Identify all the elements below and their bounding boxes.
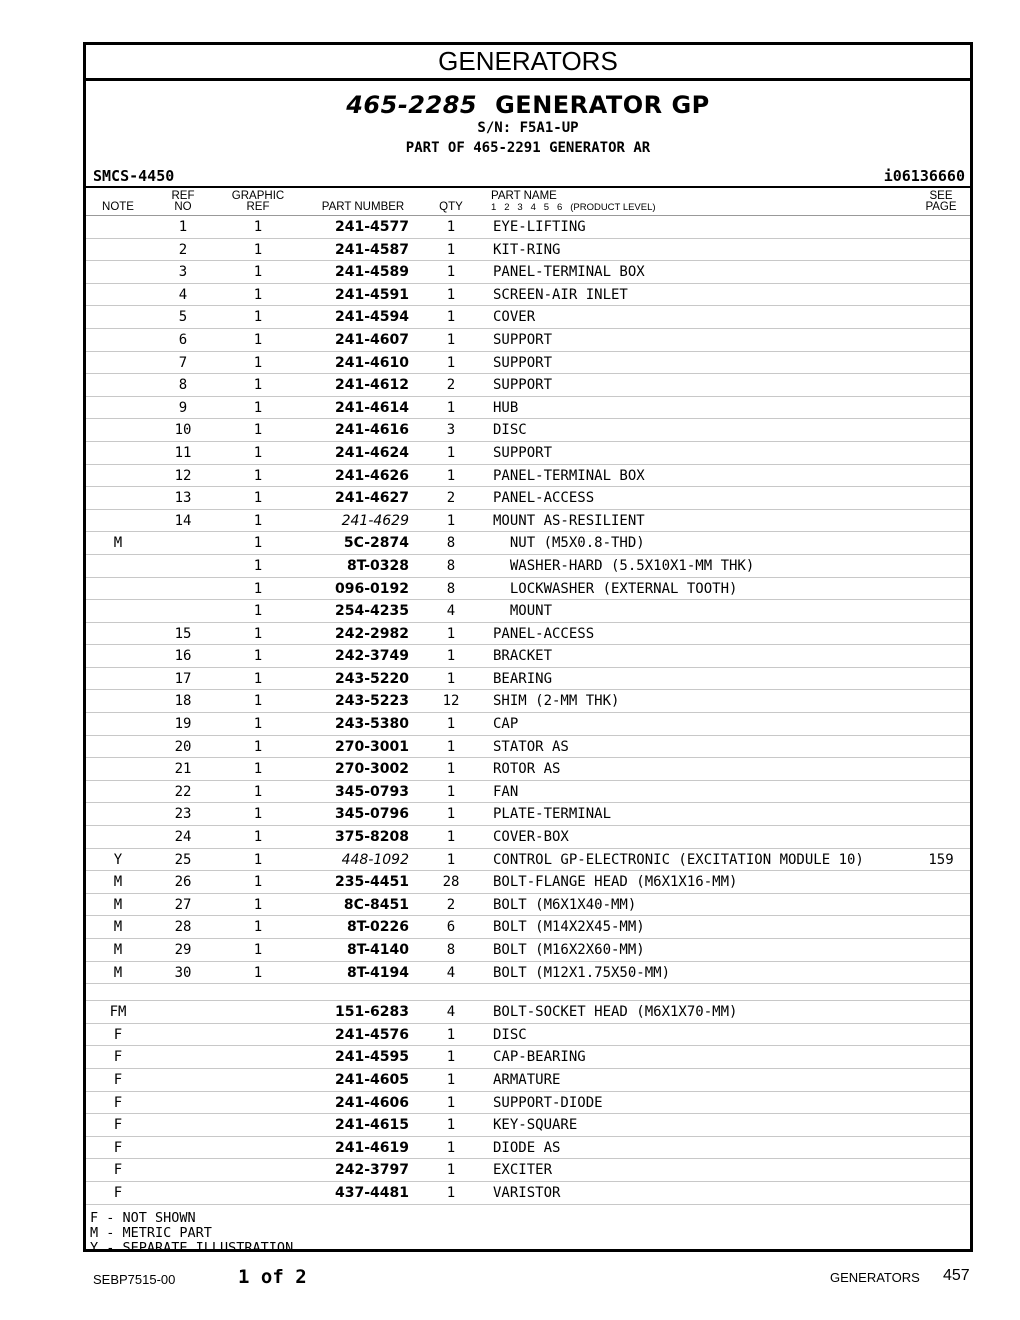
- graphic-ref-cell: 1: [253, 806, 263, 823]
- part-name-cell: MOUNT: [493, 603, 553, 620]
- ref-no-cell: 25: [174, 851, 192, 868]
- qty-cell: 1: [446, 219, 456, 235]
- part-number-cell[interactable]: 243-5223: [335, 693, 409, 710]
- table-row: [86, 261, 970, 284]
- header-product-level: 1 2 3 4 5 6 (PRODUCT LEVEL): [491, 202, 656, 213]
- header-see-bottom: PAGE: [925, 201, 957, 213]
- part-number-cell[interactable]: 241-4595: [335, 1049, 409, 1066]
- part-name-cell: NUT (M5X0.8-THD): [493, 535, 645, 552]
- table-row: [86, 894, 970, 917]
- header-ref-top: REF: [171, 190, 195, 202]
- table-row: [86, 1137, 970, 1160]
- graphic-ref-cell: 1: [253, 557, 263, 574]
- part-number-cell[interactable]: 270-3001: [335, 738, 409, 755]
- header-qty: QTY: [439, 201, 463, 213]
- ref-no-cell: 20: [174, 738, 192, 755]
- ref-no-cell: 1: [178, 219, 188, 235]
- part-number-cell[interactable]: 5C-2874: [343, 535, 409, 552]
- ref-no-cell: 16: [174, 648, 192, 665]
- part-number-cell[interactable]: 241-4591: [335, 286, 409, 303]
- legend: [86, 1205, 970, 1256]
- note-cell: M: [113, 896, 123, 913]
- part-number-cell[interactable]: 241-4629: [341, 512, 409, 529]
- note-cell: F: [113, 1071, 123, 1088]
- part-number-cell[interactable]: 241-4624: [335, 444, 409, 461]
- part-number-cell[interactable]: 241-4610: [335, 354, 409, 371]
- qty-cell: 6: [446, 919, 456, 936]
- ref-no-cell: 27: [174, 896, 192, 913]
- qty-cell: 1: [446, 1049, 456, 1066]
- table-row: [86, 1114, 970, 1137]
- qty-cell: 4: [446, 964, 456, 981]
- ref-no-cell: 7: [178, 354, 188, 371]
- part-name-cell: WASHER-HARD (5.5X10X1-MM THK): [493, 557, 755, 574]
- part-number-cell[interactable]: 241-4612: [335, 377, 409, 394]
- part-name-cell: MOUNT AS-RESILIENT: [493, 512, 645, 529]
- note-cell: M: [113, 874, 123, 891]
- ref-no-cell: 15: [174, 625, 192, 642]
- graphic-ref-cell: 1: [253, 399, 263, 416]
- part-number-cell[interactable]: 437-4481: [335, 1184, 409, 1201]
- part-name-cell: KIT-RING: [493, 241, 561, 258]
- graphic-ref-cell: 1: [253, 377, 263, 394]
- graphic-ref-cell: 1: [253, 783, 263, 800]
- graphic-ref-cell: 1: [253, 264, 263, 281]
- part-number-cell[interactable]: 242-3749: [335, 648, 409, 665]
- qty-cell: 1: [446, 783, 456, 800]
- smcs-code: SMCS-4450: [93, 167, 175, 185]
- qty-cell: 1: [446, 467, 456, 484]
- document-id: SEBP7515-00: [93, 1272, 176, 1287]
- qty-cell: 3: [446, 422, 456, 439]
- part-number-cell[interactable]: 345-0793: [335, 783, 409, 800]
- part-number-cell[interactable]: 241-4605: [335, 1071, 409, 1088]
- qty-cell: 1: [446, 1162, 456, 1179]
- table-row: [86, 939, 970, 962]
- part-name-cell: PLATE-TERMINAL: [493, 806, 612, 823]
- qty-cell: 1: [446, 851, 456, 868]
- table-row: [86, 329, 970, 352]
- part-name-cell: LOCKWASHER (EXTERNAL TOOTH): [493, 580, 738, 597]
- table-row: [86, 487, 970, 510]
- ref-no-cell: 10: [174, 422, 192, 439]
- graphic-ref-cell: 1: [253, 942, 263, 958]
- parts-list-frame: [83, 42, 973, 1256]
- qty-cell: 28: [442, 874, 460, 891]
- note-cell: Y: [113, 851, 123, 868]
- group-number: 465-2285: [346, 91, 478, 119]
- note-cell: M: [113, 964, 123, 981]
- part-name-cell: PANEL-ACCESS: [493, 490, 595, 507]
- graphic-ref-cell: 1: [253, 422, 263, 439]
- graphic-ref-cell: 1: [253, 761, 263, 778]
- part-name-cell: DISC: [493, 422, 527, 439]
- graphic-ref-cell: 1: [253, 670, 263, 687]
- ref-no-cell: 17: [174, 670, 192, 687]
- part-number-cell[interactable]: 243-5220: [335, 670, 409, 687]
- table-row: [86, 803, 970, 826]
- part-name-cell: SUPPORT: [493, 444, 553, 461]
- group-title: [86, 92, 970, 118]
- qty-cell: 1: [446, 1139, 456, 1156]
- qty-cell: 8: [446, 580, 456, 597]
- table-row: [86, 871, 970, 894]
- table-row: [86, 1159, 970, 1182]
- part-name-cell: BOLT (M6X1X40-MM): [493, 896, 637, 913]
- part-number-cell[interactable]: 096-0192: [335, 580, 409, 597]
- part-name-cell: CONTROL GP-ELECTRONIC (EXCITATION MODULE 10): [493, 851, 864, 868]
- group-name: GENERATOR GP: [495, 91, 710, 119]
- part-name-cell: BOLT-FLANGE HEAD (M6X1X16-MM): [493, 874, 738, 891]
- table-row: [86, 916, 970, 939]
- part-number-cell[interactable]: 242-2982: [335, 625, 409, 642]
- qty-cell: 1: [446, 1026, 456, 1043]
- part-number-cell[interactable]: 8T-4194: [346, 964, 409, 981]
- part-number-cell[interactable]: 241-4615: [335, 1117, 409, 1134]
- table-row: [86, 713, 970, 736]
- part-number-cell[interactable]: 241-4627: [335, 490, 409, 507]
- qty-cell: 4: [446, 603, 456, 620]
- table-row: [86, 419, 970, 442]
- header-part-number: PART NUMBER: [321, 201, 405, 213]
- part-name-cell: ARMATURE: [493, 1071, 561, 1088]
- part-number-cell[interactable]: 8T-0226: [346, 919, 409, 936]
- qty-cell: 1: [446, 716, 456, 733]
- graphic-ref-cell: 1: [253, 919, 263, 936]
- ref-no-cell: 4: [178, 286, 188, 303]
- qty-cell: 1: [446, 1094, 456, 1111]
- table-row: [86, 1024, 970, 1047]
- part-name-cell: COVER-BOX: [493, 829, 569, 846]
- see-page-cell: 159: [928, 851, 954, 868]
- table-row: [86, 623, 970, 646]
- qty-cell: 8: [446, 557, 456, 574]
- part-name-cell: KEY-SQUARE: [493, 1117, 578, 1134]
- part-name-cell: SCREEN-AIR INLET: [493, 286, 628, 303]
- graphic-ref-cell: 1: [253, 286, 263, 303]
- ref-no-cell: 6: [178, 331, 188, 348]
- note-cell: F: [113, 1026, 123, 1043]
- part-number-cell[interactable]: 241-4614: [335, 399, 409, 416]
- part-name-cell: STATOR AS: [493, 738, 569, 755]
- smcs-row: [86, 164, 970, 188]
- table-row: [86, 578, 970, 601]
- graphic-ref-cell: 1: [253, 354, 263, 371]
- qty-cell: 1: [446, 1071, 456, 1088]
- table-header: [86, 188, 970, 216]
- part-number-cell[interactable]: 241-4594: [335, 309, 409, 326]
- table-row: [86, 532, 970, 555]
- graphic-ref-cell: 1: [253, 512, 263, 529]
- qty-cell: 4: [446, 1004, 456, 1021]
- graphic-ref-cell: 1: [253, 851, 263, 868]
- table-row: [86, 465, 970, 488]
- part-name-cell: FAN: [493, 783, 519, 800]
- part-number-cell[interactable]: 243-5380: [335, 716, 409, 733]
- graphic-ref-cell: 1: [253, 964, 263, 981]
- footer-section: GENERATORS: [830, 1270, 920, 1285]
- part-number-cell[interactable]: 345-0796: [335, 806, 409, 823]
- part-name-cell: VARISTOR: [493, 1184, 561, 1201]
- table-row: [86, 374, 970, 397]
- header-ref-bottom: NO: [174, 201, 192, 213]
- part-number-cell[interactable]: 242-3797: [335, 1162, 409, 1179]
- header-part-name: PART NAME: [491, 190, 557, 202]
- note-cell: F: [113, 1094, 123, 1111]
- ref-no-cell: 23: [174, 806, 192, 823]
- part-name-cell: SUPPORT: [493, 354, 553, 371]
- part-name-cell: SUPPORT: [493, 331, 553, 348]
- table-row: [86, 442, 970, 465]
- part-name-cell: EYE-LIFTING: [493, 219, 586, 235]
- table-row: [86, 690, 970, 713]
- part-of-line: PART OF 465-2291 GENERATOR AR: [405, 140, 651, 156]
- table-row: [86, 849, 970, 872]
- graphic-ref-cell: 1: [253, 874, 263, 891]
- note-cell: M: [113, 942, 123, 958]
- part-number-cell[interactable]: 8T-4140: [346, 942, 409, 958]
- table-row: [86, 352, 970, 375]
- ref-no-cell: 28: [174, 919, 192, 936]
- graphic-ref-cell: 1: [253, 716, 263, 733]
- qty-cell: 8: [446, 535, 456, 552]
- part-name-cell: CAP: [493, 716, 519, 733]
- qty-cell: 1: [446, 625, 456, 642]
- note-cell: F: [113, 1117, 123, 1134]
- qty-cell: 1: [446, 444, 456, 461]
- note-cell: F: [113, 1162, 123, 1179]
- ref-no-cell: 30: [174, 964, 192, 981]
- part-number-cell[interactable]: 241-4606: [335, 1094, 409, 1111]
- table-row: [86, 736, 970, 759]
- part-name-cell: PANEL-TERMINAL BOX: [493, 264, 645, 281]
- part-number-cell[interactable]: 241-4577: [335, 219, 409, 235]
- part-name-cell: DISC: [493, 1026, 527, 1043]
- part-name-cell: PANEL-TERMINAL BOX: [493, 467, 645, 484]
- qty-cell: 2: [446, 377, 456, 394]
- header-see-top: SEE: [929, 190, 953, 202]
- part-number-cell[interactable]: 375-8208: [335, 829, 409, 846]
- table-spacer-row: [86, 984, 970, 1001]
- graphic-ref-cell: 1: [253, 896, 263, 913]
- page-footer: [0, 1264, 1020, 1294]
- part-number-cell[interactable]: 151-6283: [335, 1004, 409, 1021]
- ref-no-cell: 24: [174, 829, 192, 846]
- ref-no-cell: 3: [178, 264, 188, 281]
- legend-item: F - NOT SHOWN: [90, 1209, 196, 1226]
- table-row: [86, 1092, 970, 1115]
- part-name-cell: BEARING: [493, 670, 553, 687]
- graphic-ref-cell: 1: [253, 490, 263, 507]
- part-number-cell[interactable]: 241-4576: [335, 1026, 409, 1043]
- part-name-cell: SUPPORT-DIODE: [493, 1094, 603, 1111]
- part-name-cell: CAP-BEARING: [493, 1049, 586, 1066]
- legend-item: M - METRIC PART: [90, 1224, 212, 1241]
- part-name-cell: SHIM (2-MM THK): [493, 693, 620, 710]
- table-row: [86, 826, 970, 849]
- ref-no-cell: 12: [174, 467, 192, 484]
- qty-cell: 1: [446, 309, 456, 326]
- ref-no-cell: 5: [178, 309, 188, 326]
- ref-no-cell: 22: [174, 783, 192, 800]
- graphic-ref-cell: 1: [253, 603, 263, 620]
- part-name-cell: BOLT (M16X2X60-MM): [493, 942, 645, 958]
- qty-cell: 1: [446, 331, 456, 348]
- table-row: [86, 758, 970, 781]
- part-number-cell[interactable]: 8C-8451: [343, 896, 409, 913]
- qty-cell: 1: [446, 264, 456, 281]
- table-row: [86, 239, 970, 262]
- part-name-cell: BOLT-SOCKET HEAD (M6X1X70-MM): [493, 1004, 738, 1021]
- graphic-ref-cell: 1: [253, 738, 263, 755]
- table-row: [86, 510, 970, 533]
- table-row: [86, 1001, 970, 1024]
- graphic-ref-cell: 1: [253, 467, 263, 484]
- part-name-cell: COVER: [493, 309, 536, 326]
- table-row: [86, 555, 970, 578]
- qty-cell: 1: [446, 354, 456, 371]
- graphic-ref-cell: 1: [253, 535, 263, 552]
- part-name-cell: HUB: [493, 399, 519, 416]
- graphic-ref-cell: 1: [253, 625, 263, 642]
- graphic-ref-cell: 1: [253, 580, 263, 597]
- part-name-cell: BOLT (M14X2X45-MM): [493, 919, 645, 936]
- part-number-cell[interactable]: 448-1092: [341, 851, 409, 868]
- note-cell: M: [113, 535, 123, 552]
- note-cell: M: [113, 919, 123, 936]
- table-row: [86, 962, 970, 985]
- header-graphic-bottom: REF: [246, 201, 270, 213]
- part-name-cell: EXCITER: [493, 1162, 553, 1179]
- part-number-cell[interactable]: 241-4619: [335, 1139, 409, 1156]
- part-number-cell[interactable]: 241-4626: [335, 467, 409, 484]
- graphic-ref-cell: 1: [253, 693, 263, 710]
- qty-cell: 1: [446, 670, 456, 687]
- ref-no-cell: 14: [174, 512, 192, 529]
- graphic-ref-cell: 1: [253, 241, 263, 258]
- note-cell: F: [113, 1139, 123, 1156]
- part-name-cell: ROTOR AS: [493, 761, 561, 778]
- qty-cell: 1: [446, 512, 456, 529]
- graphic-ref-cell: 1: [253, 648, 263, 665]
- table-row: [86, 668, 970, 691]
- table-row: [86, 600, 970, 623]
- note-cell: F: [113, 1184, 123, 1201]
- ref-no-cell: 21: [174, 761, 192, 778]
- ref-no-cell: 9: [178, 399, 188, 416]
- qty-cell: 1: [446, 241, 456, 258]
- legend-item: Y - SEPARATE ILLUSTRATION: [90, 1239, 294, 1256]
- table-row: [86, 781, 970, 804]
- note-cell: FM: [109, 1004, 127, 1021]
- part-name-cell: BRACKET: [493, 648, 553, 665]
- part-name-cell: DIODE AS: [493, 1139, 561, 1156]
- qty-cell: 1: [446, 399, 456, 416]
- page-of: 1 of 2: [238, 1266, 307, 1288]
- part-number-cell[interactable]: 270-3002: [335, 761, 409, 778]
- graphic-ref-cell: 1: [253, 219, 263, 235]
- ref-no-cell: 19: [174, 716, 192, 733]
- qty-cell: 1: [446, 738, 456, 755]
- illustration-id: i06136660: [883, 167, 965, 185]
- qty-cell: 1: [446, 286, 456, 303]
- qty-cell: 1: [446, 829, 456, 846]
- ref-no-cell: 26: [174, 874, 192, 891]
- table-row: [86, 1182, 970, 1205]
- part-name-cell: PANEL-ACCESS: [493, 625, 595, 642]
- qty-cell: 1: [446, 1117, 456, 1134]
- qty-cell: 1: [446, 761, 456, 778]
- ref-no-cell: 18: [174, 693, 192, 710]
- graphic-ref-cell: 1: [253, 444, 263, 461]
- table-row: [86, 1046, 970, 1069]
- part-number-cell[interactable]: 241-4587: [335, 241, 409, 258]
- qty-cell: 12: [442, 693, 460, 710]
- section-title: GENERATORS: [86, 45, 970, 81]
- table-row: [86, 1069, 970, 1092]
- parts-table-body: [86, 216, 970, 1205]
- part-number-cell[interactable]: 8T-0328: [346, 557, 409, 574]
- table-row: [86, 216, 970, 239]
- qty-cell: 1: [446, 1184, 456, 1201]
- graphic-ref-cell: 1: [253, 331, 263, 348]
- qty-cell: 2: [446, 490, 456, 507]
- page-number: 457: [943, 1267, 970, 1284]
- qty-cell: 8: [446, 942, 456, 958]
- part-name-cell: BOLT (M12X1.75X50-MM): [493, 964, 671, 981]
- header-graphic-top: GRAPHIC: [231, 190, 285, 202]
- part-number-cell[interactable]: 241-4589: [335, 264, 409, 281]
- table-row: [86, 306, 970, 329]
- graphic-ref-cell: 1: [253, 829, 263, 846]
- part-number-cell[interactable]: 241-4607: [335, 331, 409, 348]
- qty-cell: 1: [446, 806, 456, 823]
- ref-no-cell: 13: [174, 490, 192, 507]
- part-number-cell[interactable]: 241-4616: [335, 422, 409, 439]
- part-number-cell[interactable]: 235-4451: [335, 874, 409, 891]
- qty-cell: 2: [446, 896, 456, 913]
- table-row: [86, 284, 970, 307]
- qty-cell: 1: [446, 648, 456, 665]
- ref-no-cell: 11: [174, 444, 192, 461]
- table-row: [86, 397, 970, 420]
- part-name-cell: SUPPORT: [493, 377, 553, 394]
- note-cell: F: [113, 1049, 123, 1066]
- table-row: [86, 645, 970, 668]
- ref-no-cell: 8: [178, 377, 188, 394]
- ref-no-cell: 29: [174, 942, 192, 958]
- header-note: NOTE: [102, 201, 134, 213]
- ref-no-cell: 2: [178, 241, 188, 258]
- serial-number-range: S/N: F5A1-UP: [477, 120, 579, 136]
- graphic-ref-cell: 1: [253, 309, 263, 326]
- part-number-cell[interactable]: 254-4235: [335, 603, 409, 620]
